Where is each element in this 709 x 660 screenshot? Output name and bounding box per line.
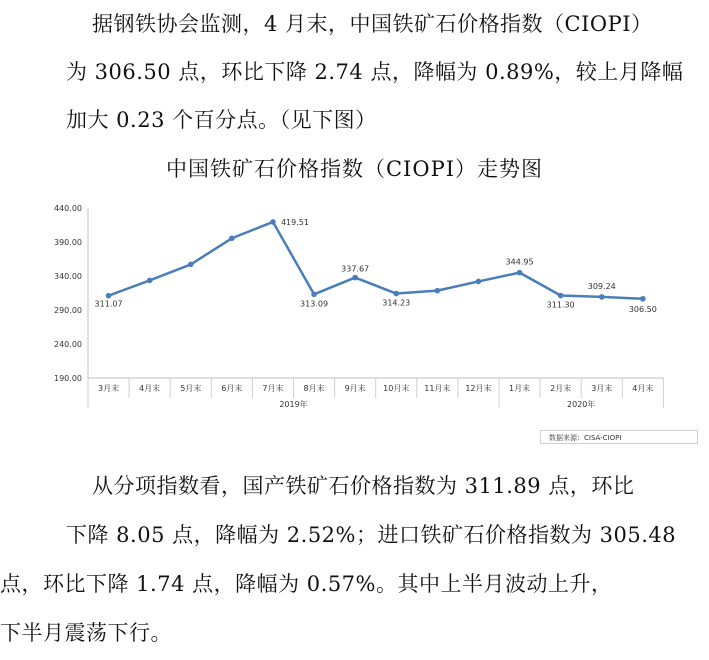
x-category-label: 9月末 (344, 384, 366, 393)
x-category-label: 6月末 (221, 384, 243, 393)
data-point (599, 294, 605, 300)
y-tick-label: 390.00 (54, 238, 82, 247)
data-point (640, 296, 646, 302)
data-label: 309.24 (587, 281, 616, 291)
x-category-label: 10月末 (383, 384, 410, 393)
paragraph-1-line-2: 为 306.50 点，环比下降 2.74 点，降幅为 0.89%，较上月降幅 (66, 60, 684, 84)
data-point (517, 270, 523, 276)
data-label: 311.07 (94, 299, 123, 309)
x-category-label: 3月末 (591, 384, 613, 393)
x-category-label: 3月末 (98, 384, 120, 393)
x-category-label: 8月末 (303, 384, 325, 393)
y-tick-label: 340.00 (54, 272, 82, 281)
data-label: 344.95 (505, 257, 534, 267)
data-point (106, 293, 112, 299)
year-group-label: 2020年 (567, 400, 596, 409)
paragraph-2-line-2: 下降 8.05 点，降幅为 2.52%；进口铁矿石价格指数为 305.48 (66, 523, 677, 547)
x-category-label: 4月末 (632, 384, 654, 393)
data-point (229, 235, 235, 241)
data-label: 306.50 (628, 304, 657, 314)
y-tick-label: 240.00 (54, 340, 82, 349)
data-point (311, 291, 317, 297)
y-tick-label: 290.00 (54, 306, 82, 315)
line-chart (0, 190, 709, 430)
x-category-label: 2月末 (550, 384, 572, 393)
data-point (188, 262, 194, 268)
y-tick-label: 440.00 (54, 204, 82, 213)
x-category-label: 4月末 (139, 384, 161, 393)
x-category-label: 11月末 (424, 384, 451, 393)
y-tick-label: 190.00 (54, 374, 82, 383)
data-point (147, 278, 153, 284)
paragraph-1-line-3: 加大 0.23 个百分点。（见下图） (66, 108, 377, 132)
data-label: 314.23 (382, 298, 411, 308)
year-group-label: 2019年 (279, 400, 308, 409)
x-category-label: 12月末 (465, 384, 492, 393)
x-category-label: 7月末 (262, 384, 284, 393)
data-point (476, 279, 482, 285)
data-point (435, 288, 441, 294)
paragraph-2-line-1: 从分项指数看，国产铁矿石价格指数为 311.89 点，环比 (92, 474, 635, 498)
paragraph-2-line-3: 点，环比下降 1.74 点，降幅为 0.57%。其中上半月波动上升， (0, 572, 613, 596)
data-point (393, 291, 399, 297)
data-source-note: 数据来源：CISA-CIOPI (540, 430, 698, 444)
series-line (109, 222, 643, 299)
paragraph-1-line-1: 据钢铁协会监测，4 月末，中国铁矿石价格指数（CIOPI） (92, 12, 653, 36)
chart-title: 中国铁矿石价格指数（CIOPI）走势图 (165, 157, 543, 181)
data-label: 337.67 (341, 264, 370, 274)
x-category-label: 1月末 (509, 384, 531, 393)
data-label: 419.51 (280, 217, 309, 227)
data-label: 313.09 (300, 299, 329, 309)
data-point (558, 293, 564, 299)
x-category-label: 5月末 (180, 384, 202, 393)
data-label: 311.30 (546, 300, 575, 310)
data-point (352, 275, 358, 281)
data-point (270, 219, 276, 225)
paragraph-2-line-4: 下半月震荡下行。 (0, 621, 172, 645)
